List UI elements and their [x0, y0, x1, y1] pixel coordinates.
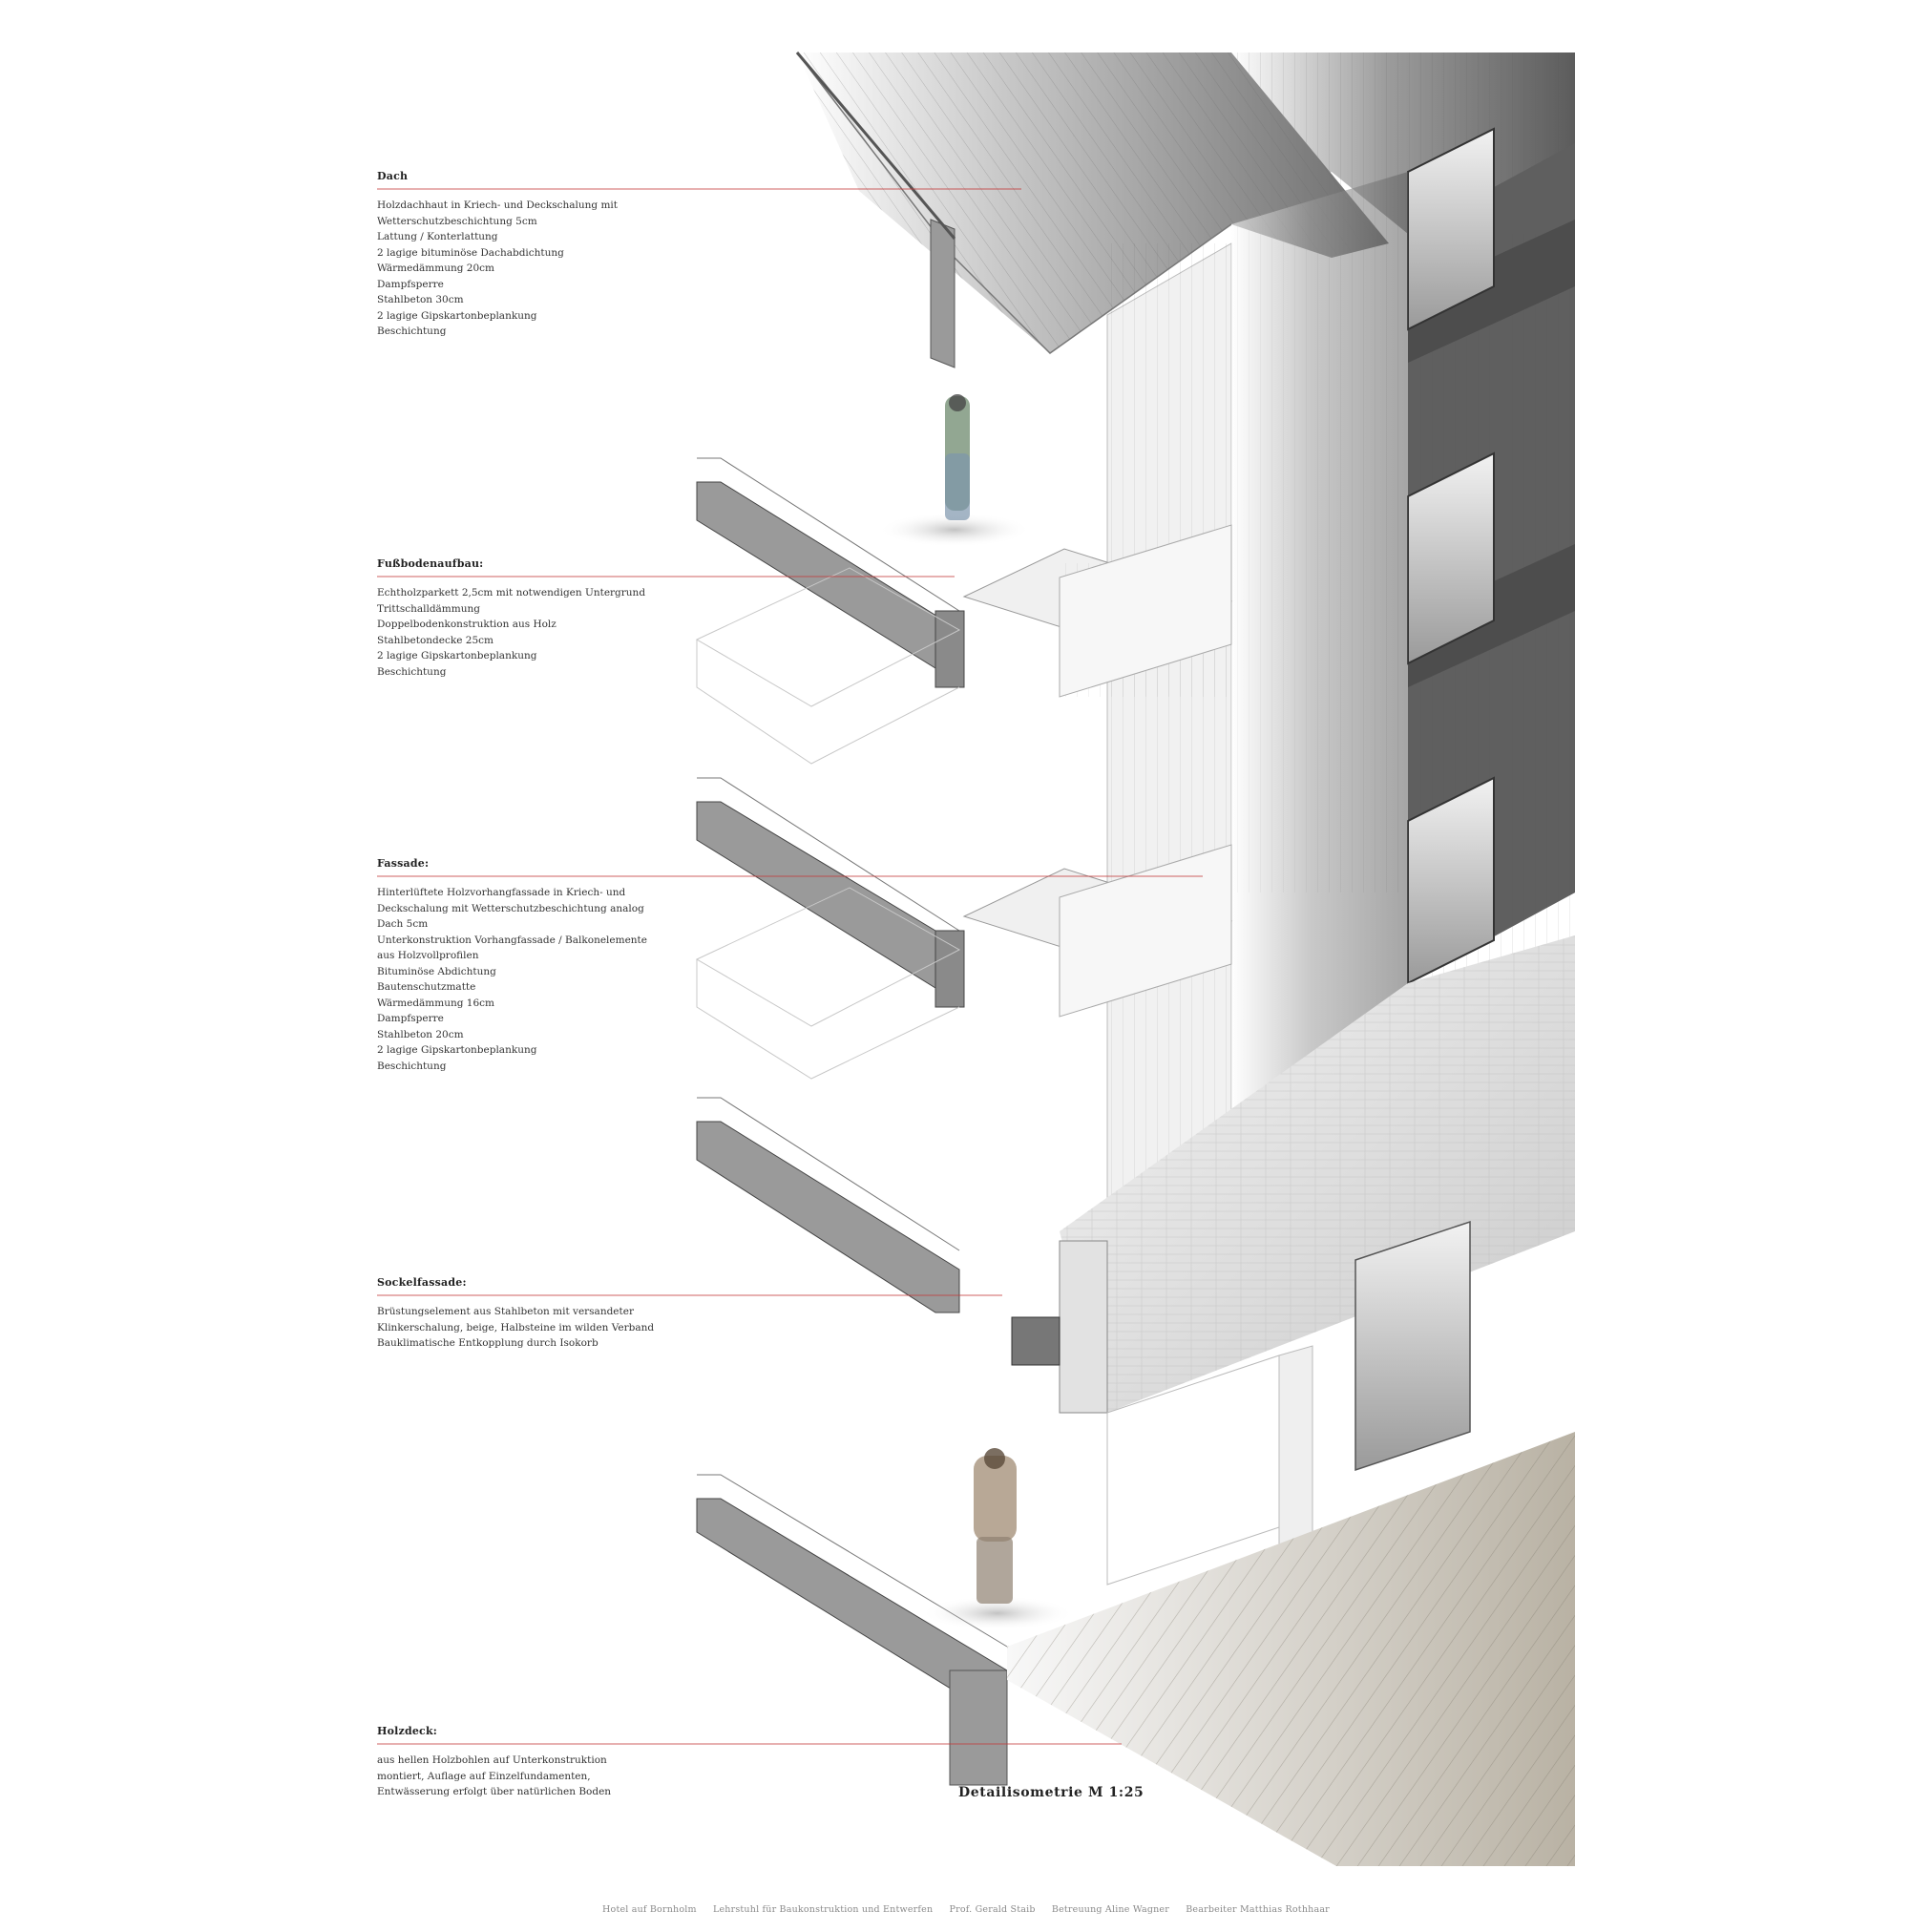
legend-title-sockelfassade: Sockelfassade: — [377, 1276, 467, 1289]
person-upper-floor — [878, 394, 1031, 547]
drawing-caption: Detailisometrie M 1:25 — [958, 1785, 1144, 1800]
legend-item: Beschichtung — [377, 326, 447, 337]
legend-title-dach: Dach — [377, 170, 409, 182]
legend-items-dach — [377, 198, 618, 340]
legend-item: Entwässerung erfolgt über natürlichen Boden — [377, 1786, 612, 1797]
legend-item: 2 lagige Gipskartonbeplankung — [377, 650, 537, 662]
legend-holzdeck — [377, 1725, 611, 1800]
legend-item: Lattung / Konterlattung — [377, 231, 498, 242]
legend-title-fussbodenaufbau: Fußbodenaufbau: — [377, 557, 484, 570]
slab-ground — [697, 1475, 1007, 1785]
legend-item: Wärmedämmung 16cm — [377, 997, 495, 1009]
slab-level-2 — [697, 778, 964, 1007]
legend-item: Unterkonstruktion Vorhangfassade / Balkonelemente — [377, 934, 647, 946]
legend-item: aus hellen Holzbohlen auf Unterkonstruktion — [377, 1754, 607, 1766]
legend-item: Bauklimatische Entkopplung durch Isokorb — [377, 1337, 598, 1349]
legend-fussbodenaufbau — [377, 557, 645, 680]
legend-item: Wetterschutzbeschichtung 5cm — [377, 215, 537, 227]
legend-title-holzdeck: Holzdeck: — [377, 1725, 438, 1737]
legend-item: Bautenschutzmatte — [377, 981, 476, 993]
legend-item: Deckschalung mit Wetterschutzbeschichtung analog — [377, 902, 644, 914]
legend-item: Stahlbetondecke 25cm — [377, 634, 494, 646]
footer-professor: Prof. Gerald Staib — [949, 1904, 1036, 1915]
legend-item: Wärmedämmung 20cm — [377, 262, 495, 274]
legend-items-holzdeck — [377, 1753, 611, 1800]
legend-item: Dach 5cm — [377, 918, 429, 930]
legend-item: Hinterlüftete Holzvorhangfassade in Kriech- und — [377, 887, 626, 898]
legend-sockelfassade — [377, 1276, 654, 1352]
legend-item: Trittschalldämmung — [377, 602, 480, 615]
legend-item: montiert, Auflage auf Einzelfundamenten, — [377, 1770, 591, 1782]
legend-item: Stahlbeton 30cm — [377, 294, 464, 305]
legend-item: Holzdachhaut in Kriech- und Deckschalung mit — [377, 200, 618, 211]
legend-item: Dampfsperre — [377, 1013, 444, 1024]
legend-item: 2 lagige bituminöse Dachabdichtung — [377, 246, 564, 259]
legend-item: aus Holzvollprofilen — [377, 950, 479, 961]
person-ground-floor — [921, 1448, 1074, 1630]
legend-items-fussbodenaufbau — [377, 585, 645, 680]
legend-item: 2 lagige Gipskartonbeplankung — [377, 309, 537, 322]
legend-item: 2 lagige Gipskartonbeplankung — [377, 1044, 537, 1056]
legend-item: Dampfsperre — [377, 278, 444, 290]
legend-item: Klinkerschalung, beige, Halbsteine im wilden Verband — [377, 1321, 655, 1334]
legend-item: Stahlbeton 20cm — [377, 1028, 464, 1040]
legend-dach — [377, 170, 618, 340]
legend-items-sockelfassade — [377, 1304, 654, 1352]
legend-item: Beschichtung — [377, 665, 447, 678]
footer-supervision: Betreuung Aline Wagner — [1051, 1904, 1169, 1915]
slab-level-3 — [697, 458, 964, 687]
facade-windows — [1408, 129, 1494, 983]
floor-slabs — [697, 458, 1007, 1785]
footer-project: Hotel auf Bornholm — [602, 1904, 697, 1915]
legend-item: Doppelbodenkonstruktion aus Holz — [377, 619, 556, 630]
legend-item: Beschichtung — [377, 1060, 447, 1072]
legend-item: Brüstungselement aus Stahlbeton mit versandeter — [377, 1306, 634, 1317]
legend-title-fassade: Fassade: — [377, 857, 430, 870]
footer-author: Bearbeiter Matthias Rothhaar — [1186, 1904, 1330, 1915]
footer-chair: Lehrstuhl für Baukonstruktion und Entwerfen — [712, 1904, 934, 1915]
footer-credits — [0, 1904, 1932, 1915]
legend-items-fassade — [377, 885, 647, 1074]
slab-level-1 — [697, 1098, 959, 1312]
legend-item: Bituminöse Abdichtung — [377, 965, 496, 977]
legend-fassade — [377, 857, 647, 1074]
legend-item: Echtholzparkett 2,5cm mit notwendigen Untergrund — [377, 587, 646, 598]
